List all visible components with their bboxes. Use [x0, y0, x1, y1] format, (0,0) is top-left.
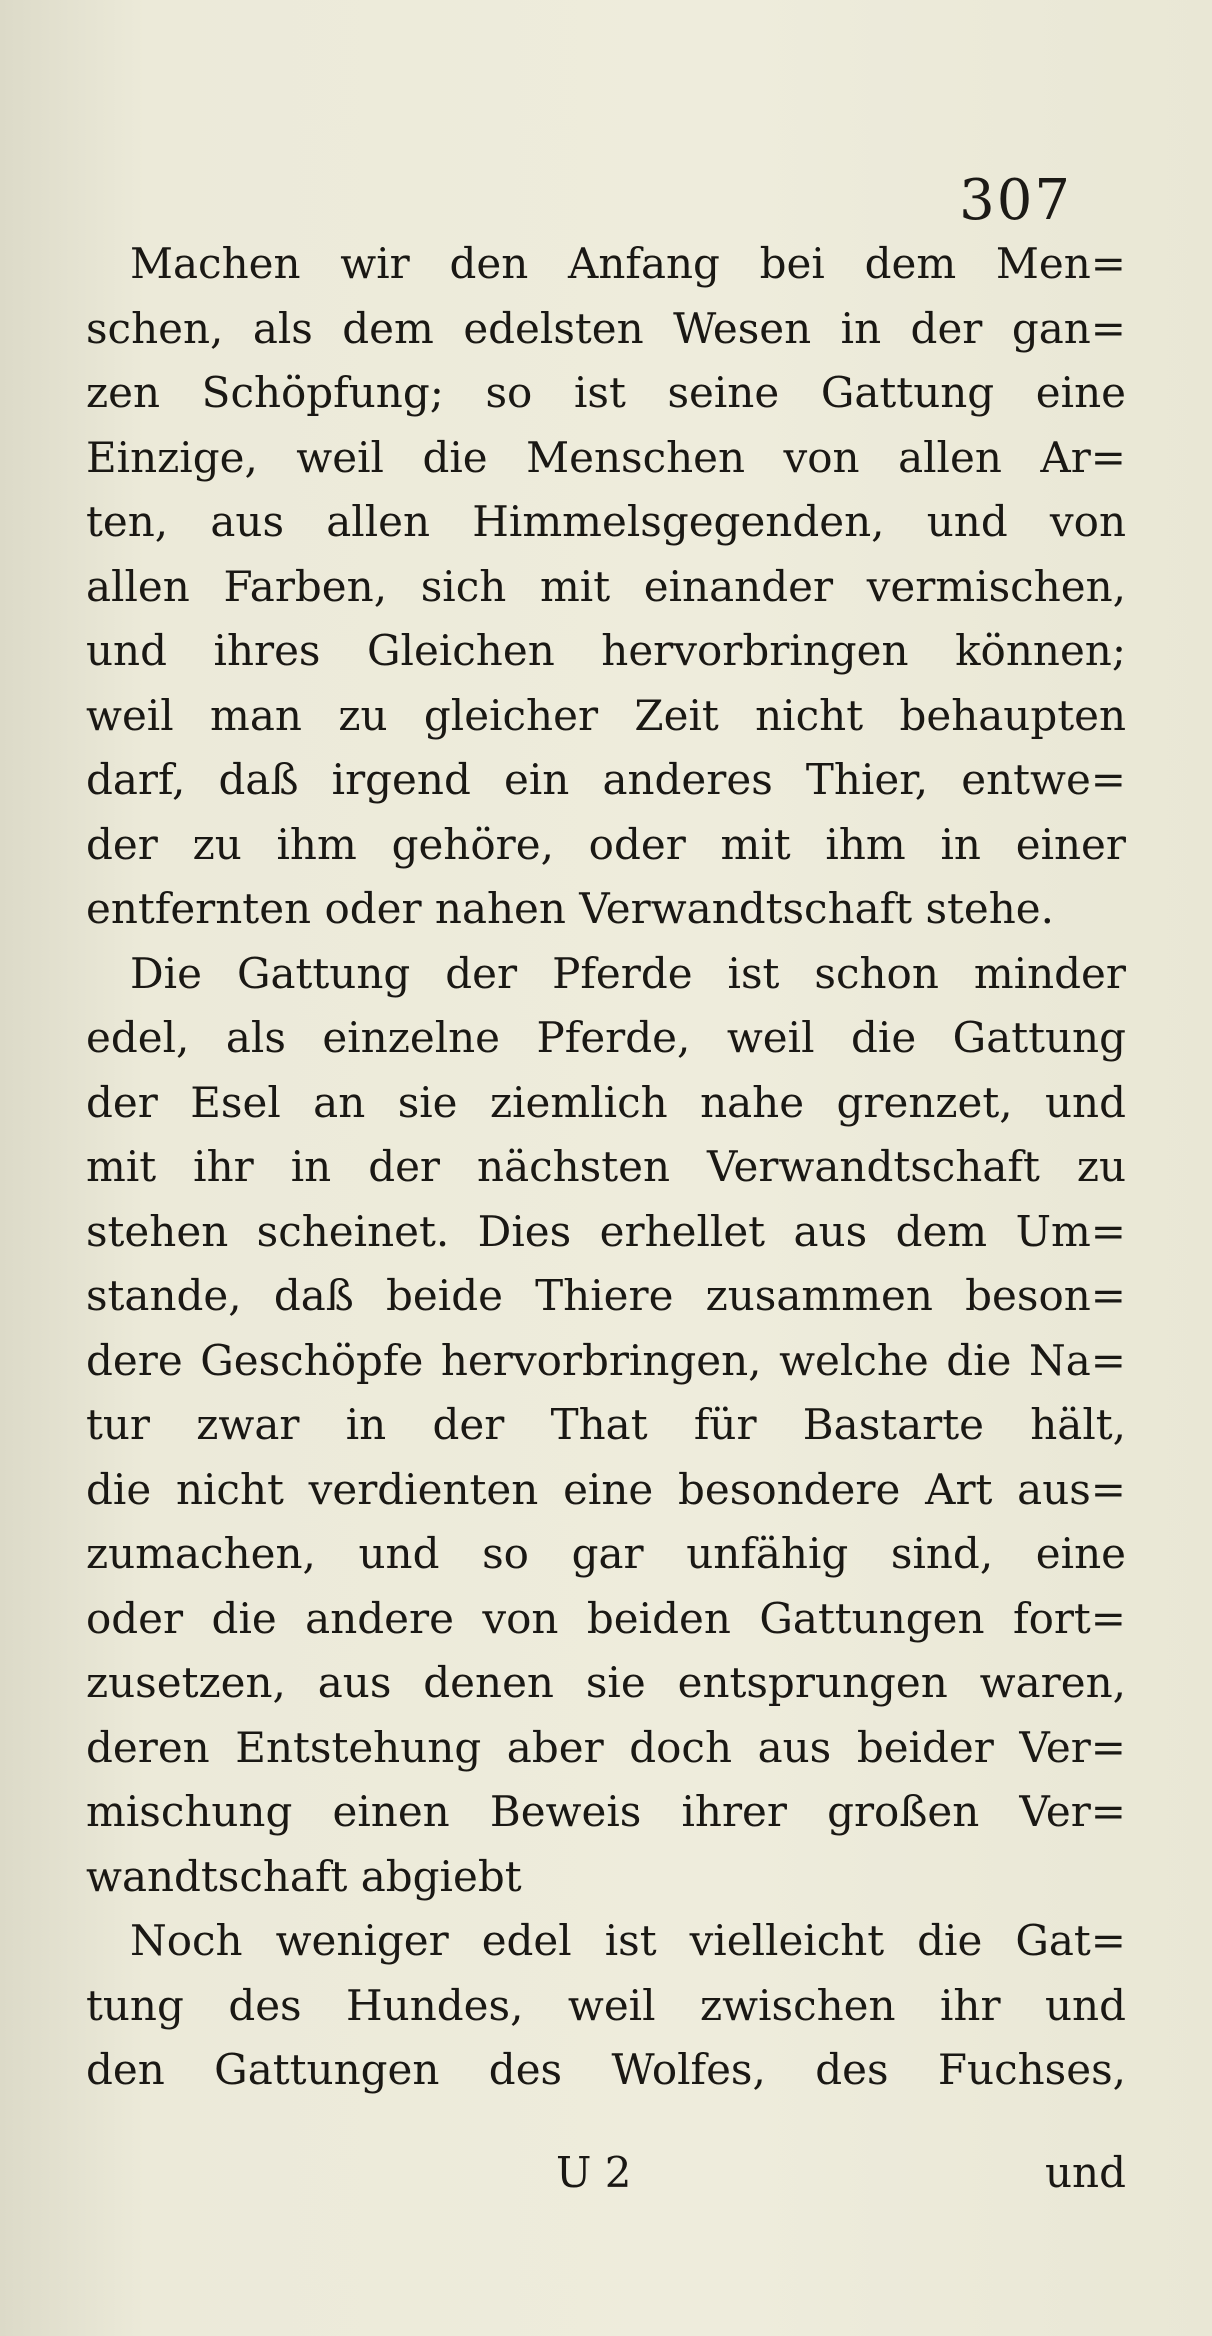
text-line: mischung einen Beweis ihrer großen Ver= — [86, 1787, 1126, 1836]
text-line: stande, daß beide Thiere zusammen beson= — [86, 1271, 1126, 1320]
text-line: weil man zu gleicher Zeit nicht behaupten — [86, 690, 1126, 740]
text-line: Einzige, weil die Menschen von allen Ar= — [86, 432, 1126, 482]
text-line: schen, als dem edelsten Wesen in der gan= — [86, 303, 1126, 353]
text-line: der zu ihm gehöre, oder mit ihm in einer — [86, 819, 1126, 869]
page-footer — [86, 2148, 1126, 2218]
text-line: tur zwar in der That für Bastarte hält, — [86, 1400, 1126, 1449]
text-line: zumachen, und so gar unfähig sind, eine — [86, 1529, 1126, 1578]
text-line: entfernten oder nahen Verwandtschaft stehe. — [86, 884, 1054, 933]
text-line: ten, aus allen Himmelsgegenden, und von — [86, 497, 1126, 546]
text-line: und ihres Gleichen hervorbringen können; — [86, 626, 1126, 675]
text-line: den Gattungen des Wolfes, des Fuchses, — [86, 2045, 1126, 2094]
text-line: die nicht verdienten eine besondere Art aus= — [86, 1464, 1126, 1514]
text-line: zen Schöpfung; so ist seine Gattung eine — [86, 368, 1126, 417]
page-body-text — [86, 232, 1126, 2103]
text-line: stehen scheinet. Dies erhellet aus dem Um= — [86, 1206, 1126, 1256]
catchword: und — [1045, 2148, 1126, 2197]
signature-mark: U 2 — [556, 2148, 632, 2197]
text-line: mit ihr in der nächsten Verwandtschaft zu — [86, 1142, 1126, 1191]
text-line: Noch weniger edel ist vielleicht die Gat= — [130, 1916, 1126, 1965]
text-line: dere Geschöpfe hervorbringen, welche die Na= — [86, 1335, 1126, 1385]
text-line: oder die andere von beiden Gattungen fort= — [86, 1593, 1126, 1643]
text-line: deren Entstehung aber doch aus beider Ver= — [86, 1722, 1126, 1772]
text-line: Die Gattung der Pferde ist schon minder — [130, 948, 1126, 998]
text-line: der Esel an sie ziemlich nahe grenzet, und — [86, 1077, 1126, 1127]
page-number: 307 — [959, 168, 1072, 233]
text-line: wandtschaft abgiebt — [86, 1851, 522, 1901]
text-line: darf, daß irgend ein anderes Thier, entwe= — [86, 755, 1126, 804]
text-line: edel, als einzelne Pferde, weil die Gattung — [86, 1013, 1126, 1062]
text-line: tung des Hundes, weil zwischen ihr und — [86, 1980, 1126, 2030]
text-line: zusetzen, aus denen sie entsprungen waren, — [86, 1658, 1126, 1707]
text-line: allen Farben, sich mit einander vermischen, — [86, 561, 1126, 611]
text-line: Machen wir den Anfang bei dem Men= — [130, 239, 1126, 288]
